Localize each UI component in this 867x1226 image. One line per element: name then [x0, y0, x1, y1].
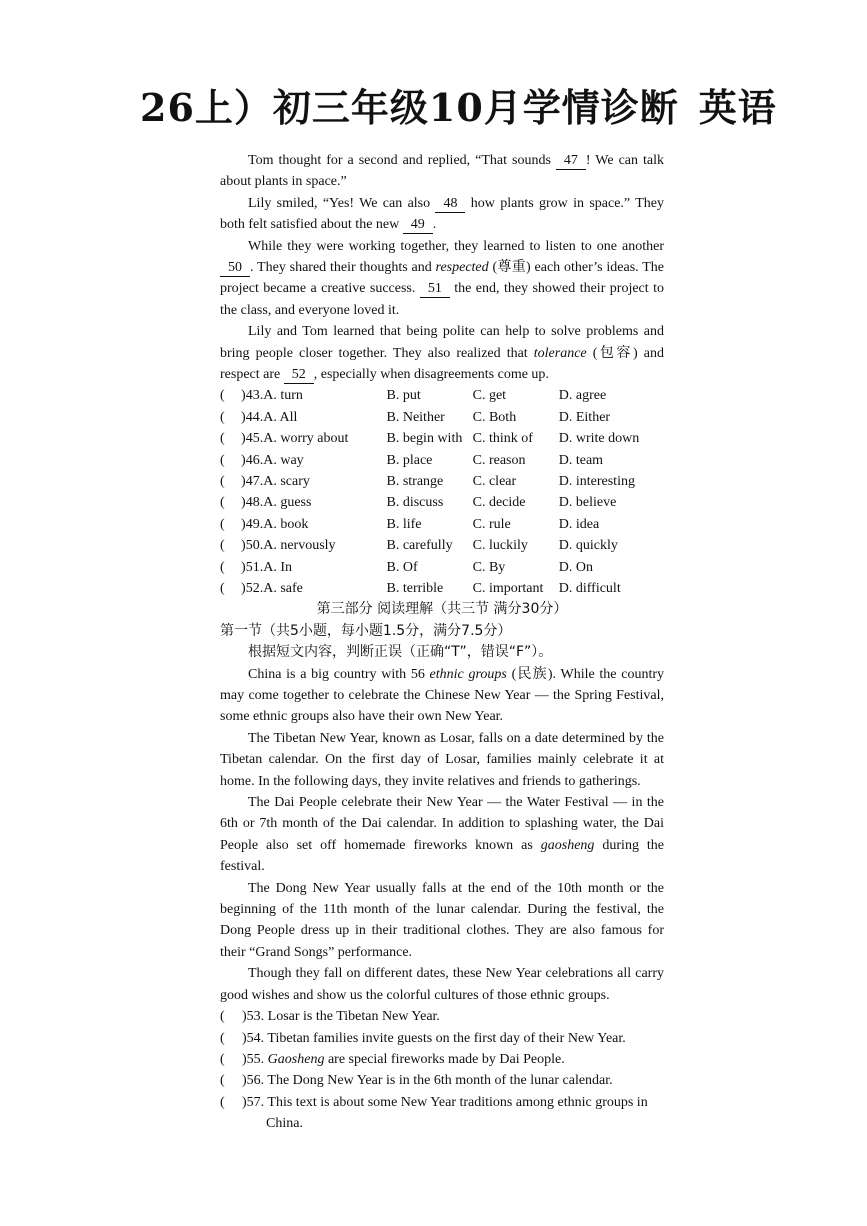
- reading-paragraph: The Dai People celebrate their New Year — the Water Festival — in the 6th or 7th month of the Dai calendar. In addition to splashing water, the Dai People also set off homemade fireworks known as gaosheng during the festival.: [220, 795, 665, 875]
- answer-slot[interactable]: (: [220, 409, 225, 425]
- answer-slot[interactable]: (: [220, 538, 225, 554]
- reading-paragraph: The Dong New Year usually falls at the end of the 10th month or the beginning of the 11th month of the lunar calendar. During the festival, the Dong People dress up in their traditional clothes. They are also famous for their “Grand Songs” performance.: [220, 880, 664, 960]
- tf-list: [220, 1006, 664, 1134]
- choice-row: ( )50. A. nervously B. carefully C. luckily D. quickly: [220, 535, 664, 556]
- page-title: [0, 84, 867, 132]
- choice-list: [220, 385, 664, 599]
- answer-slot[interactable]: (: [220, 388, 225, 404]
- blank-49: 49: [403, 217, 433, 234]
- section-instruction: 根据短文内容，判断正误（正确“T”，错误“F”）。: [248, 644, 553, 661]
- answer-slot[interactable]: (: [220, 1094, 225, 1110]
- blank-52: 52: [284, 367, 314, 384]
- choice-row: ( )48. A. guess B. discuss C. decide D. believe: [220, 492, 664, 513]
- reading-paragraph: Though they fall on different dates, these New Year celebrations all carry good wishes and show us the colorful cultures of those ethnic groups.: [220, 966, 664, 1003]
- answer-slot[interactable]: (: [220, 516, 225, 532]
- cloze-paragraph: Lily and Tom learned that being polite can help to solve problems and bring people closer together. They also realized that tolerance (包容) and respect are 52 , especially when disagreements come up.: [220, 324, 664, 383]
- answer-slot[interactable]: (: [220, 431, 225, 447]
- tf-item: ( )55. Gaosheng are special fireworks made by Dai People.: [220, 1049, 664, 1070]
- choice-row: ( )47. A. scary B. strange C. clear D. interesting: [220, 471, 664, 492]
- choice-row: ( )49. A. book B. life C. rule D. idea: [220, 514, 664, 535]
- document-body: [220, 150, 664, 1135]
- choice-row: ( )46. A. way B. place C. reason D. team: [220, 450, 664, 471]
- choice-row: ( )43. A. turn B. put C. get D. agree: [220, 385, 664, 406]
- section-heading: 第一节（共5小题，每小题1.5分，满分7.5分）: [220, 622, 512, 639]
- blank-50: 50: [220, 260, 250, 277]
- answer-slot[interactable]: (: [220, 1009, 225, 1025]
- tf-item: ( )54. Tibetan families invite guests on the first day of their New Year.: [220, 1028, 664, 1049]
- part-heading: 第三部分 阅读理解（共三节 满分30分）: [316, 601, 568, 618]
- title-subject: 英语: [698, 85, 777, 130]
- answer-slot[interactable]: (: [220, 452, 225, 468]
- answer-slot[interactable]: (: [220, 495, 225, 511]
- cloze-paragraph: Tom thought for a second and replied, “That sounds 47 ! We can talk about plants in space.”: [220, 153, 664, 190]
- reading-paragraph: China is a big country with 56 ethnic groups (民族). While the country may come together to celebrate the Chinese New Year — the Spring Festival, some ethnic groups also have their own New Year.: [220, 666, 665, 725]
- tf-item: ( )57. This text is about some New Year traditions among ethnic groups in: [220, 1092, 664, 1113]
- answer-slot[interactable]: (: [220, 474, 225, 490]
- answer-slot[interactable]: (: [220, 1051, 225, 1067]
- answer-slot[interactable]: (: [220, 1073, 225, 1089]
- tf-item-continuation: China.: [266, 1116, 303, 1132]
- cloze-paragraph: Lily smiled, “Yes! We can also 48 how plants grow in space.” They both felt satisfied about the new 49 .: [220, 195, 664, 233]
- tf-item: ( )53. Losar is the Tibetan New Year.: [220, 1006, 664, 1027]
- blank-47: 47: [556, 153, 586, 170]
- choice-row: ( )45. A. worry about B. begin with C. think of D. write down: [220, 428, 664, 449]
- blank-48: 48: [435, 196, 465, 213]
- reading-paragraph: The Tibetan New Year, known as Losar, falls on a date determined by the Tibetan calendar. On the first day of Losar, families mainly celebrate it at home. In the following days, they invite relatives and friends to gatherings.: [220, 730, 664, 789]
- answer-slot[interactable]: (: [220, 559, 225, 575]
- tf-item: ( )56. The Dong New Year is in the 6th month of the lunar calendar.: [220, 1070, 664, 1091]
- title-main: 26上）初三年级10月学情诊断: [140, 85, 679, 130]
- choice-row: ( )52. A. safe B. terrible C. important D. difficult: [220, 578, 664, 599]
- answer-slot[interactable]: (: [220, 1030, 225, 1046]
- choice-row: ( )44. A. All B. Neither C. Both D. Either: [220, 407, 664, 428]
- answer-slot[interactable]: (: [220, 580, 225, 596]
- blank-51: 51: [420, 281, 450, 298]
- cloze-paragraph: While they were working together, they learned to listen to one another 50 . They shared their thoughts and respected (尊重) each other’s ideas. The project became a creative success. 51 the end, they showed their project to the class, and everyone loved it.: [220, 238, 664, 318]
- choice-row: ( )51. A. In B. Of C. By D. On: [220, 557, 664, 578]
